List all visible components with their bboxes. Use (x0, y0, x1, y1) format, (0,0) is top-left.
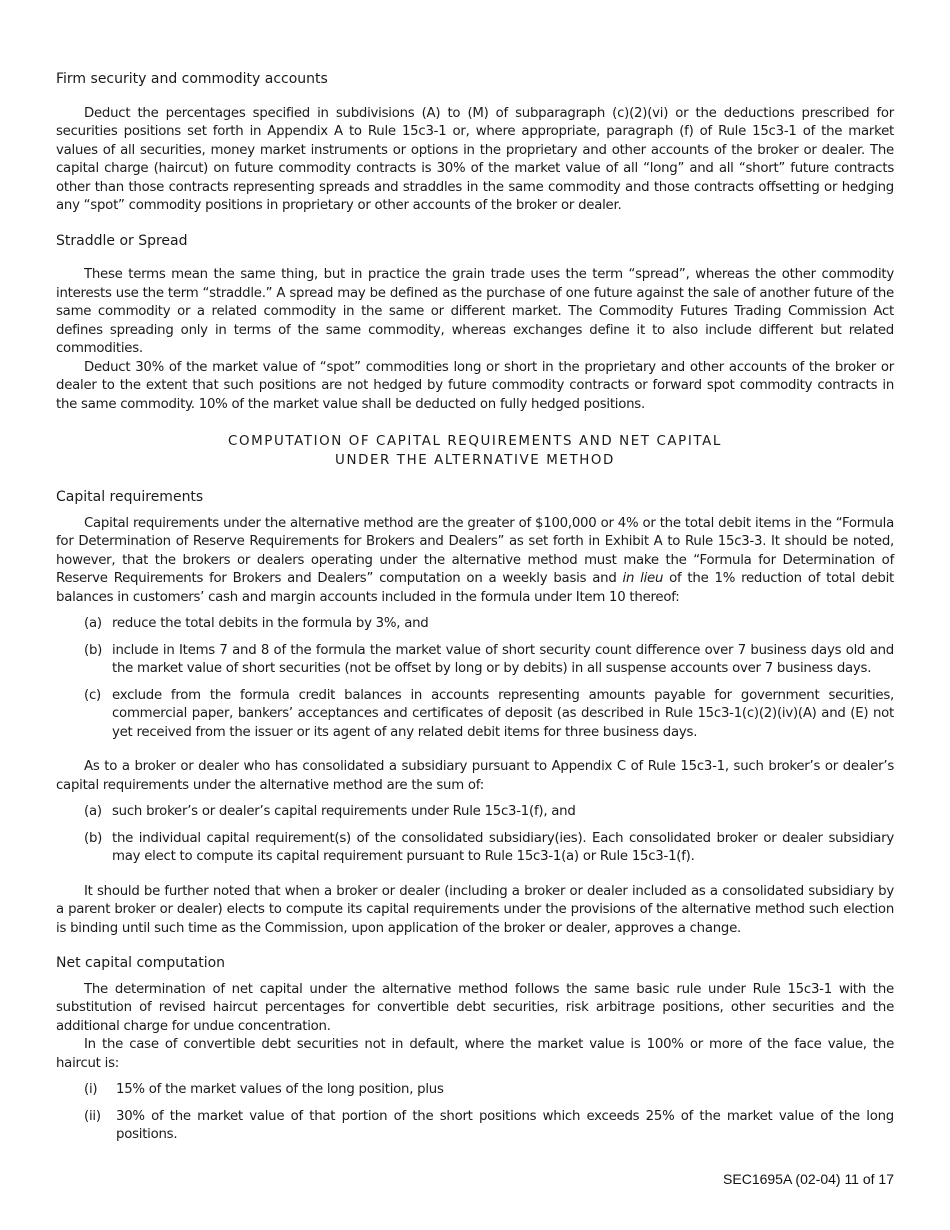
heading-net-capital: Net capital computation (56, 955, 226, 971)
computation-title (56, 432, 894, 470)
computation-title-line1: COMPUTATION OF CAPITAL REQUIREMENTS AND NET CAPITAL (228, 434, 722, 449)
list-item-text: the individual capital requirement(s) of the consolidated subsidiary(ies). Each consolidated broker or dealer subsidiary may elect to compute its capital requirement pursuant to Rule 15c3-1(a) or Rule 15c3-1(f). (112, 830, 894, 864)
list-item-marker: (a) (84, 804, 102, 819)
capital-text-emphasis: in lieu (622, 571, 664, 586)
capital-requirements-list (56, 615, 894, 742)
list-item-marker: (b) (84, 830, 103, 846)
heading-straddle-spread: Straddle or Spread (56, 232, 188, 249)
heading-firm-accounts: Firm security and commodity accounts (56, 71, 328, 87)
footer-form-id: SEC1695A (02-04) 11 of 17 (723, 1171, 894, 1187)
haircut-list (56, 1081, 894, 1145)
paragraph-convertible-debt: In the case of convertible debt securities not in default, where the market value is 100% or more of the face value, the haircut is: (56, 1037, 894, 1071)
list-item (56, 830, 894, 867)
list-item-text: include in Items 7 and 8 of the formula the market value of short security count difference over 7 business days old and the market value of short securities (not be offset by long or by debits) in all suspense accounts over 7 business days. (112, 642, 894, 676)
paragraph-capital-requirements (56, 515, 894, 608)
paragraph-election-binding: It should be further noted that when a broker or dealer (including a broker or dealer included as a consolidated subsidiary by a parent broker or dealer) elects to compute its capital requirements under the provisions of the alternative method such election is binding until such time as the Commission, upon application of the broker or dealer, approves a change. (56, 883, 894, 936)
list-item (56, 803, 894, 822)
paragraph-consolidated-subsidiary: As to a broker or dealer who has consolidated a subsidiary pursuant to Appendix C of Rule 15c3-1, such broker’s or dealer’s capital requirements under the alternative method are the sum of: (56, 759, 894, 793)
document-page (56, 70, 894, 1153)
list-item (56, 642, 894, 679)
list-item-marker: (b) (84, 642, 103, 658)
list-item (56, 687, 894, 743)
list-item-text: reduce the total debits in the formula by 3%, and (112, 616, 429, 631)
list-item-text: 15% of the market values of the long position, plus (116, 1082, 444, 1097)
list-item-marker: (c) (84, 687, 101, 703)
list-item-text: 30% of the market value of that portion of the short positions which exceeds 25% of the market value of the long positions. (116, 1108, 894, 1142)
list-item-text: such broker’s or dealer’s capital requirements under Rule 15c3-1(f), and (112, 804, 576, 819)
computation-title-line2: UNDER THE ALTERNATIVE METHOD (335, 453, 615, 468)
paragraph-firm-deductions: Deduct the percentages specified in subdivisions (A) to (M) of subparagraph (c)(2)(vi) or the deductions prescribed for securities positions set forth in Appendix A to Rule 15c3-1 or, where appropriate, paragraph (f) of Rule 15c3-1 of the market values of all securities, money market instruments or options in the proprietary and other accounts of the broker or dealer. The capital charge (haircut) on future commodity contracts is 30% of the market value of all “long” and all “short” future contracts other than those contracts representing spreads and straddles in the same commodity and those contracts offsetting or hedging any “spot” commodity positions in proprietary or other accounts of the broker or dealer. (56, 105, 894, 213)
list-item-text: exclude from the formula credit balances in accounts representing amounts payable for government securities, commercial paper, bankers’ acceptances and certificates of deposit (as described in Rule 15c3-1(c)(2)(iv)(A) and (E) not yet received from the issuer or its agent of any related debit items for three business days. (112, 687, 894, 740)
paragraph-spot-commodities: Deduct 30% of the market value of “spot” commodities long or short in the proprietary and other accounts of the broker or dealer to the extent that such positions are not hedged by future commodity contracts or forward spot commodity contracts in the same commodity. 10% of the market value shall be deducted on fully hedged positions. (56, 359, 894, 412)
list-item-marker: (ii) (84, 1108, 101, 1124)
consolidated-requirements-list (56, 803, 894, 867)
list-item (56, 1081, 894, 1100)
list-item (56, 1108, 894, 1145)
capital-text-a: Capital requirements under the alternative method are the greater of $100,000 or 4% or the total debit items in the “Formula for Determination of Reserve Requirements for Brokers and Dealers” as set forth in Exhibit A to Rule 15c3-3. It should be noted, however, that the brokers or dealers operating under the alternative method must make the “Formula for Determination of Reserve Requirements for Brokers and Dealers” computation on a weekly basis and (56, 515, 894, 586)
heading-capital-requirements: Capital requirements (56, 489, 204, 505)
list-item-marker: (i) (84, 1082, 98, 1097)
paragraph-spread-definition: These terms mean the same thing, but in practice the grain trade uses the term “spread”, whereas the other commodity interests use the term “straddle.” A spread may be defined as the purchase of one future against the sale of another future of the same commodity or a related commodity in the same or different market. The Commodity Futures Trading Commission Act defines spreading only in terms of the same commodity, whereas exchanges define it to also include different but related commodities. (56, 267, 894, 356)
list-item (56, 615, 894, 634)
paragraph-net-capital-rule: The determination of net capital under the alternative method follows the same basic rule under Rule 15c3-1 with the substitution of revised haircut percentages for convertible debt securities, risk arbitrage positions, other securities and the additional charge for undue concentration. (56, 981, 894, 1034)
capital-text-b: of the 1% reduction of total debit balances in customers’ cash and margin accounts included in the formula under Item 10 thereof: (56, 571, 894, 605)
list-item-marker: (a) (84, 616, 102, 631)
